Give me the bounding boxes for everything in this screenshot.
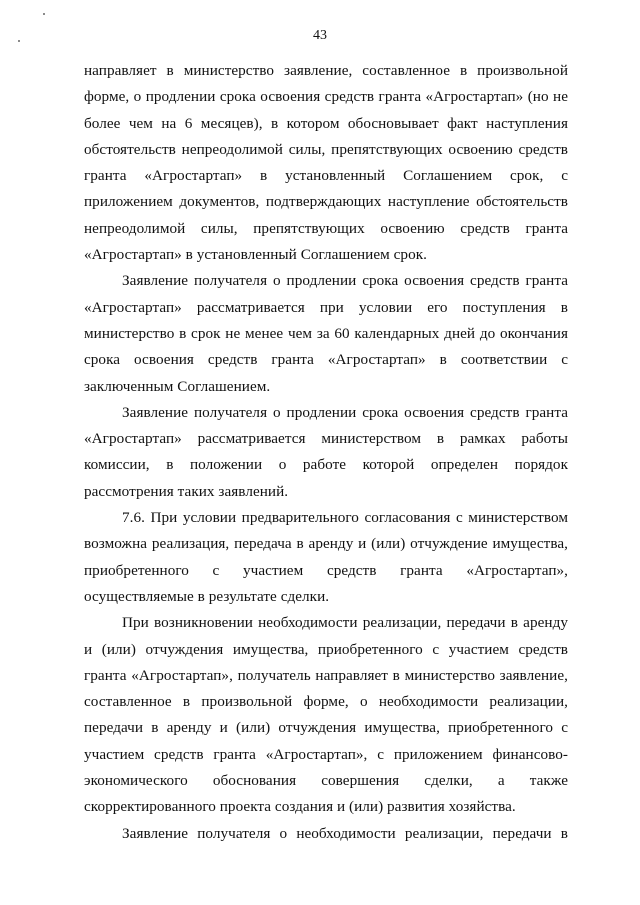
paragraph-extension-request-timing: Заявление получателя о продлении срока освоения средств гранта «Агростартап» рассматривается при условии его поступления в министерство в срок не менее чем за 60 календарных дней до окончания срока освоения средств гранта «Агростартап» в соответствии с заключенным Соглашением. [84,272,568,395]
scan-speck [18,40,20,42]
document-body [84,58,568,847]
paragraph-property-disposal-request: При возникновении необходимости реализации, передачи в аренду и (или) отчуждения имущества, приобретенного с участием средств гранта «Агростартап», получатель направляет в министерство заявление, составленное в произвольной форме, о необходимости реализации, передачи в аренду и (или) отчуждения имущества, приобретенного с участием средств гранта «Агростартап», с приложением финансово-экономического обоснования совершения сделки, а также скорректированного проекта создания и (или) развития хозяйства. [84,614,568,816]
paragraph-section-7-6: 7.6. При условии предварительного согласования с министерством возможна реализация, передача в аренду и (или) отчуждение имущества, приобретенного с участием средств гранта «Агростартап», осуществляемые в результате сделки. [84,509,568,605]
page-number: 43 [313,28,327,43]
scan-speck [43,13,45,15]
paragraph-extension-request-review: Заявление получателя о продлении срока освоения средств гранта «Агростартап» рассматривается министерством в рамках работы комиссии, в положении о работе которой определен порядок рассмотрения таких заявлений. [84,403,568,500]
paragraph-continuation: направляет в министерство заявление, составленное в произвольной форме, о продлении срока освоения средств гранта «Агростартап» (но не более чем на 6 месяцев), в котором обосновывает факт наступления обстоятельств непреодолимой силы, препятствующих освоению средств гранта «Агростартап» в установленный Соглашением срок, с приложением документов, подтверждающих наступление обстоятельств непреодолимой силы, препятствующих освоению средств гранта «Агростартап» в установленный Соглашением срок. [84,62,568,264]
paragraph-disposal-request-review: Заявление получателя о необходимости реализации, передачи в [122,824,568,842]
